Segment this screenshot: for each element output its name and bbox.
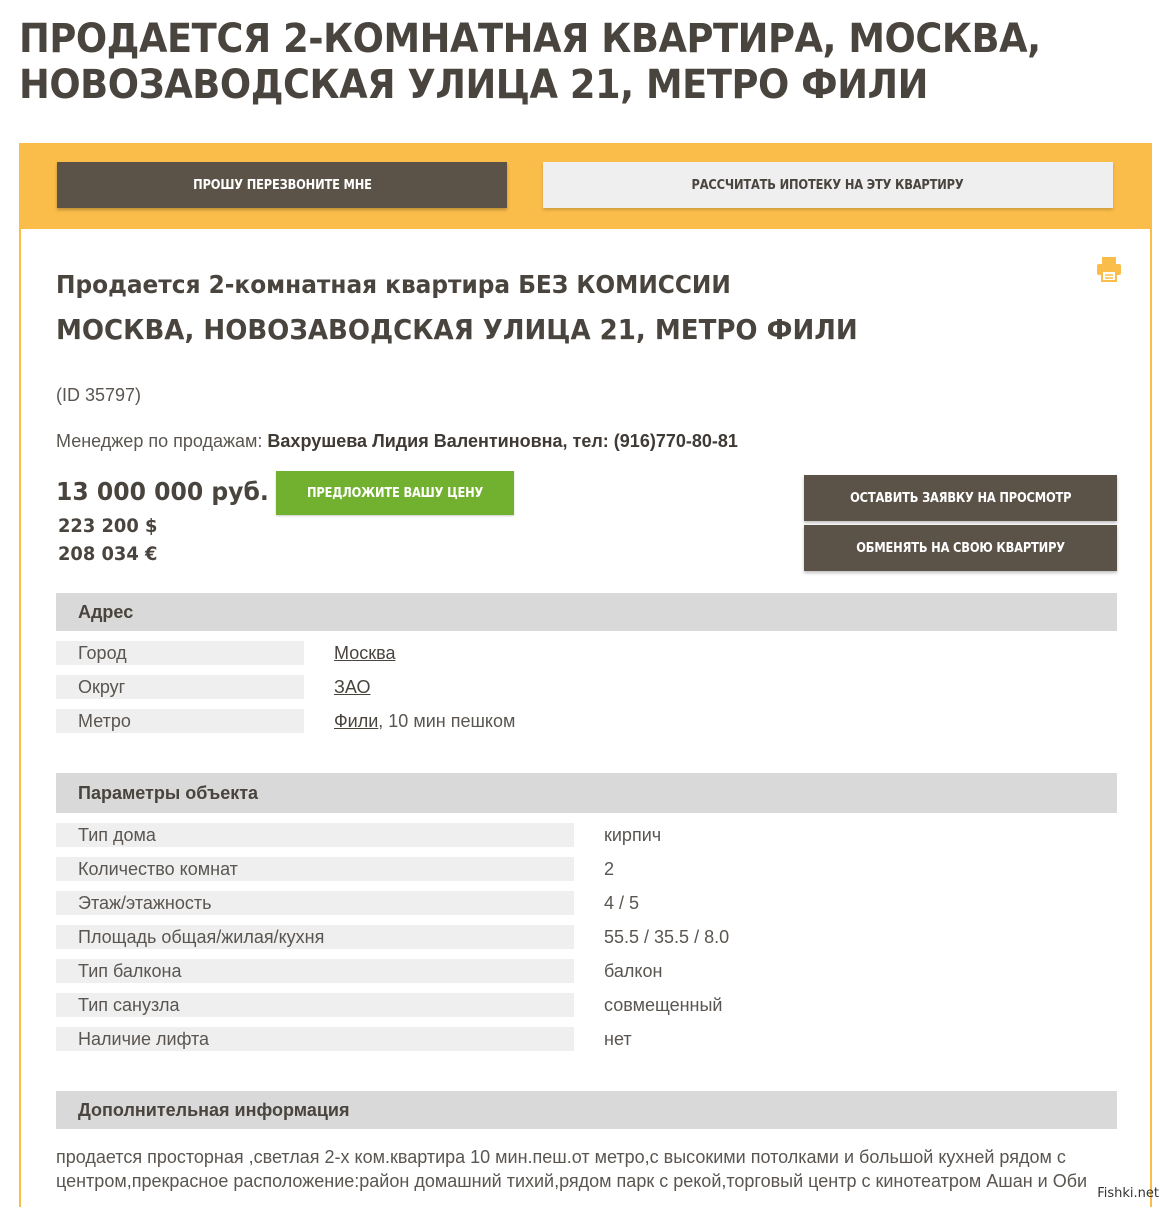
listing-address-heading: МОСКВА, НОВОЗАВОДСКАЯ УЛИЦА 21, МЕТРО ФИЛИ	[56, 313, 858, 346]
manager-contact: Вахрушева Лидия Валентиновна, тел: (916)770-80-81	[267, 431, 738, 451]
metro-link[interactable]: Фили	[334, 711, 379, 731]
price-eur: 208 034 €	[58, 543, 158, 565]
watermark: Fishki.net	[1097, 1186, 1159, 1201]
exchange-apartment-label: ОБМЕНЯТЬ НА СВОЮ КВАРТИРУ	[856, 540, 1065, 556]
param-label: Количество комнат	[56, 857, 574, 881]
param-value: совмещенный	[604, 995, 723, 1015]
callback-button-label: ПРОШУ ПЕРЕЗВОНИТЕ МНЕ	[192, 177, 372, 193]
listing-subtitle: Продается 2-комнатная квартира БЕЗ КОМИССИИ	[56, 270, 731, 299]
request-viewing-label: ОСТАВИТЬ ЗАЯВКУ НА ПРОСМОТР	[849, 490, 1072, 506]
param-value: 2	[604, 859, 615, 879]
city-link[interactable]: Москва	[334, 643, 396, 663]
exchange-apartment-button[interactable]	[804, 525, 1117, 571]
offer-price-label: ПРЕДЛОЖИТЕ ВАШУ ЦЕНУ	[306, 485, 484, 501]
param-value: нет	[604, 1029, 632, 1049]
param-label: Тип балкона	[56, 959, 574, 983]
action-bar	[21, 145, 1150, 229]
district-link[interactable]: ЗАО	[334, 677, 371, 697]
request-viewing-button[interactable]	[804, 475, 1117, 521]
param-label: Тип дома	[56, 823, 574, 847]
address-section-header: Адрес	[56, 593, 1117, 631]
listing-card	[19, 143, 1152, 1207]
price-usd: 223 200 $	[58, 515, 158, 537]
mortgage-calculator-button[interactable]	[543, 162, 1113, 208]
page-title	[19, 16, 1049, 108]
param-value: кирпич	[604, 825, 662, 845]
address-row-label: Округ	[56, 675, 304, 699]
price-rub: 13 000 000 руб.	[56, 477, 269, 506]
param-label: Наличие лифта	[56, 1027, 574, 1051]
page-title-line2: НОВОЗАВОДСКАЯ УЛИЦА 21, МЕТРО ФИЛИ	[19, 62, 928, 108]
params-section-header: Параметры объекта	[56, 773, 1117, 813]
extra-info-section-header: Дополнительная информация	[56, 1091, 1117, 1129]
offer-price-button[interactable]	[276, 471, 514, 515]
listing-id: (ID 35797)	[56, 385, 142, 405]
param-value: балкон	[604, 961, 663, 981]
address-row-value	[334, 641, 395, 665]
callback-button[interactable]	[57, 162, 507, 208]
manager-label: Менеджер по продажам:	[56, 431, 263, 451]
param-value: 4 / 5	[604, 893, 640, 913]
sales-manager	[56, 431, 738, 452]
address-row-value	[334, 675, 370, 699]
param-label: Этаж/этажность	[56, 891, 574, 915]
page-title-line1: ПРОДАЕТСЯ 2-КОМНАТНАЯ КВАРТИРА, МОСКВА,	[19, 16, 1041, 62]
metro-extra: , 10 мин пешком	[378, 711, 516, 731]
param-label: Тип санузла	[56, 993, 574, 1017]
param-label: Площадь общая/жилая/кухня	[56, 925, 574, 949]
printer-icon[interactable]	[1095, 255, 1123, 283]
address-row-label: Метро	[56, 709, 304, 733]
param-value: 55.5 / 35.5 / 8.0	[604, 927, 730, 947]
address-row-label: Город	[56, 641, 304, 665]
mortgage-button-label: РАССЧИТАТЬ ИПОТЕКУ НА ЭТУ КВАРТИРУ	[691, 177, 964, 193]
listing-description: продается просторная ,светлая 2-х ком.квартира 10 мин.пеш.от метро,с высокими потолками и большой кухней рядом с центром,прекрасное расположение:район домашний тихий,рядом парк с рекой,торговый центр с кинотеатром Ашан и Оби	[56, 1147, 1088, 1191]
address-row-value	[334, 709, 515, 733]
